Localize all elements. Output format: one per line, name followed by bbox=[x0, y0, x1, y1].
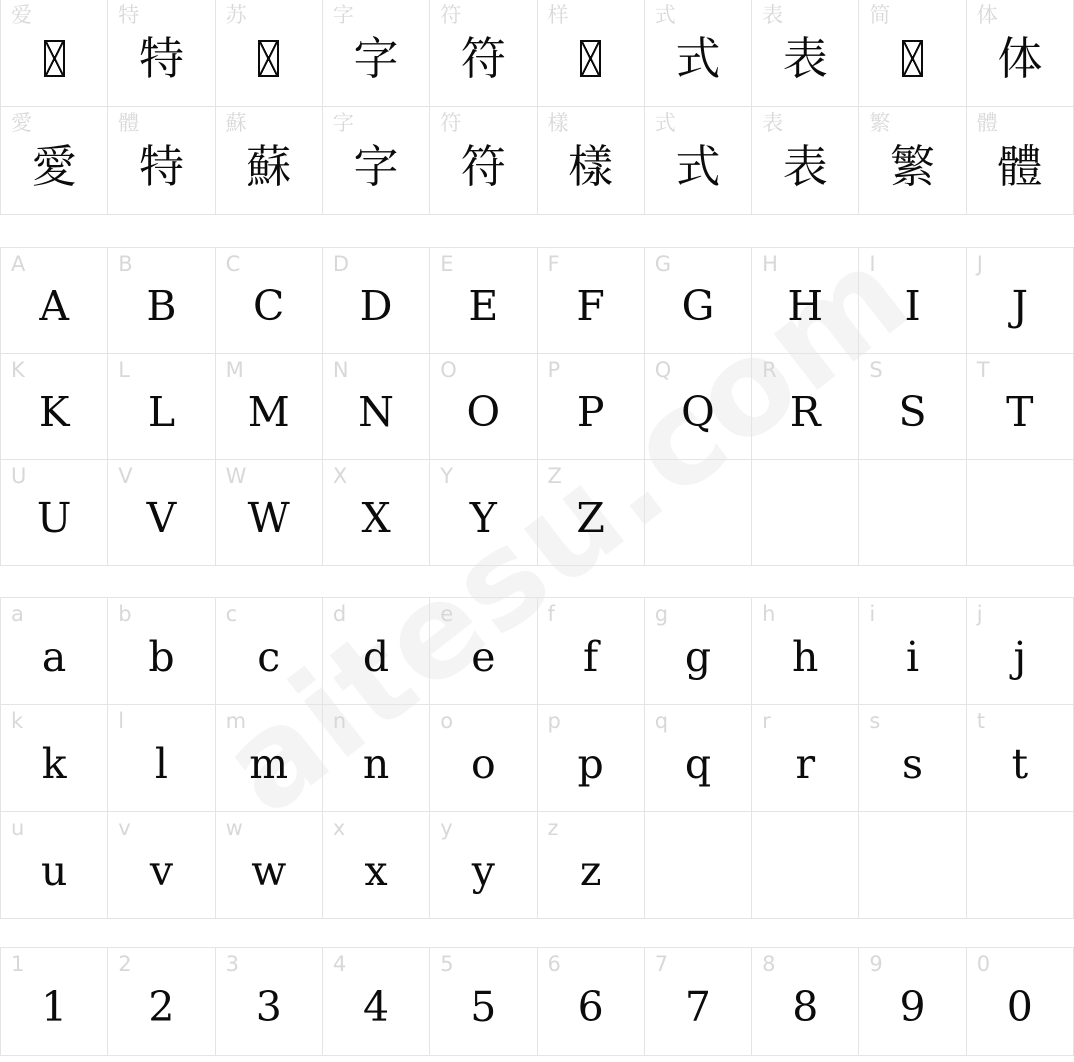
glyph-cell bbox=[859, 948, 966, 1056]
glyph-cell bbox=[645, 948, 752, 1056]
glyph-cell bbox=[323, 948, 430, 1056]
cell-glyph: i bbox=[905, 632, 920, 681]
glyph-cell bbox=[1, 0, 108, 107]
glyph-cell bbox=[430, 107, 537, 215]
glyph-cell bbox=[430, 948, 537, 1056]
cell-corner-label: 1 bbox=[11, 952, 25, 976]
glyph-cell bbox=[967, 598, 1074, 705]
cell-glyph: o bbox=[471, 739, 496, 788]
empty-cell bbox=[752, 812, 859, 919]
glyph-cell bbox=[538, 460, 645, 566]
glyph-cell bbox=[323, 107, 430, 215]
glyph-cell bbox=[752, 705, 859, 812]
cell-corner-label: 體 bbox=[976, 111, 998, 135]
glyph-cell bbox=[645, 705, 752, 812]
glyph-cell bbox=[430, 705, 537, 812]
cell-corner-label: P bbox=[547, 358, 561, 382]
empty-cell bbox=[967, 812, 1074, 919]
glyph-cell bbox=[538, 0, 645, 107]
empty-cell bbox=[967, 460, 1074, 566]
cell-glyph: b bbox=[148, 632, 175, 681]
glyph-cell bbox=[645, 598, 752, 705]
cell-corner-label: 字 bbox=[332, 111, 354, 135]
glyph-cell bbox=[108, 107, 215, 215]
cell-glyph: 符 bbox=[460, 140, 506, 193]
cell-glyph: 表 bbox=[782, 32, 828, 85]
cell-corner-label: j bbox=[976, 602, 983, 626]
cell-glyph: 8 bbox=[792, 983, 819, 1031]
glyph-cell bbox=[538, 812, 645, 919]
cell-glyph: l bbox=[154, 739, 168, 788]
cell-corner-label: 4 bbox=[332, 952, 347, 976]
cell-corner-label: l bbox=[118, 709, 125, 733]
cell-corner-label: E bbox=[440, 252, 454, 276]
cell-corner-label: H bbox=[762, 252, 778, 276]
cell-glyph: c bbox=[257, 632, 281, 681]
glyph-cell bbox=[430, 248, 537, 354]
cell-glyph: I bbox=[904, 282, 921, 330]
cell-glyph: M bbox=[247, 388, 290, 436]
cell-corner-label: c bbox=[225, 602, 238, 626]
missing-glyph-tofu-box bbox=[258, 40, 279, 77]
cell-corner-label: 字 bbox=[332, 3, 354, 27]
cell-glyph: 0 bbox=[1006, 983, 1033, 1031]
cell-glyph: x bbox=[364, 846, 388, 895]
cell-glyph: H bbox=[787, 282, 824, 330]
cell-corner-label: U bbox=[11, 464, 27, 488]
cell-corner-label: 式 bbox=[654, 111, 676, 135]
glyph-cell bbox=[752, 0, 859, 107]
cell-corner-label: O bbox=[440, 358, 457, 382]
cell-corner-label: t bbox=[976, 709, 985, 733]
cell-corner-label: I bbox=[869, 252, 876, 276]
missing-glyph-tofu-box bbox=[44, 40, 65, 77]
cell-glyph: C bbox=[253, 282, 285, 330]
cell-glyph: 符 bbox=[460, 32, 506, 85]
cell-corner-label: g bbox=[654, 602, 669, 626]
cell-glyph: d bbox=[362, 632, 390, 681]
cell-corner-label: C bbox=[225, 252, 241, 276]
glyph-cell bbox=[323, 460, 430, 566]
cell-glyph: 字 bbox=[353, 32, 399, 85]
glyph-cell bbox=[967, 354, 1074, 460]
cell-glyph: L bbox=[147, 388, 176, 436]
glyph-cell bbox=[430, 0, 537, 107]
cell-corner-label: G bbox=[654, 252, 672, 276]
cell-corner-label: M bbox=[225, 358, 244, 382]
cell-glyph: V bbox=[146, 494, 177, 542]
cell-corner-label: 简 bbox=[869, 3, 891, 27]
cell-glyph: r bbox=[795, 739, 816, 788]
empty-cell bbox=[859, 460, 966, 566]
glyph-cell bbox=[859, 598, 966, 705]
glyph-cell bbox=[108, 812, 215, 919]
cell-glyph: U bbox=[36, 494, 72, 542]
glyph-cell bbox=[859, 107, 966, 215]
cell-corner-label: F bbox=[547, 252, 560, 276]
glyph-cell bbox=[859, 0, 966, 107]
glyph-cell bbox=[108, 948, 215, 1056]
cell-corner-label: Q bbox=[654, 358, 672, 382]
cell-glyph: D bbox=[359, 282, 393, 330]
glyph-cell bbox=[323, 354, 430, 460]
glyph-cell bbox=[323, 0, 430, 107]
glyph-cell bbox=[323, 598, 430, 705]
glyph-cell bbox=[108, 460, 215, 566]
cell-glyph: t bbox=[1011, 739, 1029, 788]
cell-corner-label: D bbox=[332, 252, 350, 276]
glyph-cell bbox=[1, 460, 108, 566]
cell-glyph: h bbox=[792, 632, 819, 681]
uppercase-glyph-grid bbox=[0, 247, 1074, 566]
cell-glyph: s bbox=[902, 739, 924, 788]
cell-corner-label: 體 bbox=[118, 111, 140, 135]
cell-glyph: g bbox=[684, 632, 712, 681]
cell-corner-label: 爱 bbox=[11, 3, 32, 27]
cell-corner-label: m bbox=[225, 709, 247, 733]
cell-corner-label: 愛 bbox=[11, 111, 32, 135]
cell-glyph: Q bbox=[681, 388, 715, 436]
cell-corner-label: 表 bbox=[762, 111, 784, 135]
cell-glyph: f bbox=[583, 632, 599, 681]
cell-glyph: N bbox=[358, 388, 394, 436]
glyph-cell bbox=[538, 107, 645, 215]
cell-glyph: w bbox=[251, 846, 287, 895]
cell-glyph: G bbox=[681, 282, 715, 330]
glyph-cell bbox=[216, 0, 323, 107]
cell-glyph: u bbox=[40, 846, 68, 895]
cell-corner-label: 樣 bbox=[547, 111, 569, 135]
cell-glyph: E bbox=[468, 282, 499, 330]
glyph-cell bbox=[216, 705, 323, 812]
cell-glyph: y bbox=[471, 846, 495, 895]
cell-glyph: 体 bbox=[997, 32, 1043, 85]
cell-glyph: 式 bbox=[675, 32, 721, 85]
cell-glyph: X bbox=[361, 494, 391, 542]
cell-corner-label: b bbox=[118, 602, 132, 626]
glyph-cell bbox=[538, 948, 645, 1056]
glyph-cell bbox=[645, 354, 752, 460]
cell-glyph: 1 bbox=[41, 983, 68, 1031]
glyph-cell bbox=[538, 354, 645, 460]
glyph-cell bbox=[967, 948, 1074, 1056]
cell-corner-label: 6 bbox=[547, 952, 561, 976]
cell-corner-label: 苏 bbox=[225, 3, 247, 27]
glyph-cell bbox=[645, 0, 752, 107]
cell-glyph: T bbox=[1006, 388, 1034, 436]
cell-glyph: Z bbox=[576, 494, 605, 542]
glyph-cell bbox=[1, 248, 108, 354]
cell-glyph: A bbox=[39, 282, 69, 330]
cell-glyph: 4 bbox=[362, 983, 390, 1031]
cell-glyph: K bbox=[38, 388, 70, 436]
cell-glyph: 特 bbox=[138, 140, 184, 193]
cell-glyph: m bbox=[249, 739, 289, 788]
glyph-cell bbox=[430, 354, 537, 460]
glyph-cell bbox=[538, 248, 645, 354]
cell-glyph: v bbox=[149, 846, 174, 895]
glyph-cell bbox=[1, 354, 108, 460]
cell-glyph: k bbox=[41, 739, 67, 788]
cell-corner-label: A bbox=[11, 252, 26, 276]
glyph-cell bbox=[1, 948, 108, 1056]
missing-glyph-tofu-box bbox=[580, 40, 601, 77]
cell-corner-label: 7 bbox=[654, 952, 669, 976]
cell-corner-label: a bbox=[11, 602, 24, 626]
cell-corner-label: X bbox=[332, 464, 348, 488]
glyph-cell bbox=[216, 354, 323, 460]
cell-glyph: 蘇 bbox=[246, 140, 292, 193]
lowercase-glyph-grid bbox=[0, 597, 1074, 919]
missing-glyph-tofu-box bbox=[902, 40, 923, 77]
cell-corner-label: f bbox=[547, 602, 555, 626]
cell-corner-label: Y bbox=[440, 464, 454, 488]
glyph-cell bbox=[1, 705, 108, 812]
cell-corner-label: T bbox=[976, 358, 990, 382]
empty-cell bbox=[859, 812, 966, 919]
cell-corner-label: p bbox=[547, 709, 561, 733]
glyph-cell bbox=[752, 354, 859, 460]
cell-corner-label: W bbox=[225, 464, 247, 488]
glyph-cell bbox=[216, 248, 323, 354]
cell-corner-label: v bbox=[118, 816, 131, 840]
cell-corner-label: 0 bbox=[976, 952, 991, 976]
glyph-cell bbox=[1, 812, 108, 919]
cell-glyph: 愛 bbox=[31, 140, 77, 193]
glyph-cell bbox=[323, 248, 430, 354]
glyph-cell bbox=[216, 948, 323, 1056]
cell-glyph: 式 bbox=[675, 140, 721, 193]
cell-glyph: p bbox=[577, 739, 604, 788]
cell-corner-label: y bbox=[440, 816, 453, 840]
digits-glyph-grid bbox=[0, 947, 1074, 1056]
cell-corner-label: x bbox=[332, 816, 346, 840]
glyph-cell bbox=[430, 460, 537, 566]
cell-corner-label: o bbox=[440, 709, 454, 733]
cell-glyph: O bbox=[466, 388, 501, 436]
cell-glyph: 繁 bbox=[890, 140, 936, 193]
cell-glyph: j bbox=[1013, 632, 1027, 681]
cell-glyph: 6 bbox=[577, 983, 604, 1031]
cell-glyph: 表 bbox=[782, 140, 828, 193]
cell-corner-label: r bbox=[762, 709, 771, 733]
cell-corner-label: V bbox=[118, 464, 133, 488]
glyph-cell bbox=[645, 107, 752, 215]
cell-corner-label: 5 bbox=[440, 952, 454, 976]
cell-corner-label: 2 bbox=[118, 952, 132, 976]
cell-corner-label: d bbox=[332, 602, 347, 626]
empty-cell bbox=[645, 460, 752, 566]
cell-corner-label: n bbox=[332, 709, 347, 733]
glyph-cell bbox=[323, 705, 430, 812]
glyph-cell bbox=[538, 705, 645, 812]
cell-glyph: Y bbox=[469, 494, 497, 542]
cell-corner-label: 3 bbox=[225, 952, 239, 976]
cell-corner-label: 蘇 bbox=[225, 111, 247, 135]
cell-corner-label: w bbox=[225, 816, 243, 840]
glyph-cell bbox=[216, 460, 323, 566]
glyph-cell bbox=[1, 598, 108, 705]
cell-glyph: 3 bbox=[255, 983, 282, 1031]
cell-corner-label: k bbox=[11, 709, 24, 733]
glyph-cell bbox=[108, 0, 215, 107]
cell-glyph: 字 bbox=[353, 140, 399, 193]
cell-corner-label: Z bbox=[547, 464, 562, 488]
cell-glyph: F bbox=[576, 282, 605, 330]
cell-corner-label: J bbox=[976, 252, 983, 276]
cell-corner-label: 式 bbox=[654, 3, 676, 27]
glyph-cell bbox=[645, 248, 752, 354]
cell-corner-label: B bbox=[118, 252, 133, 276]
cell-glyph: z bbox=[579, 846, 602, 895]
cell-glyph: q bbox=[684, 739, 712, 788]
empty-cell bbox=[645, 812, 752, 919]
glyph-cell bbox=[538, 598, 645, 705]
cell-glyph: n bbox=[362, 739, 390, 788]
glyph-cell bbox=[430, 812, 537, 919]
cell-corner-label: i bbox=[869, 602, 876, 626]
cell-corner-label: 样 bbox=[547, 3, 569, 27]
cell-glyph: 9 bbox=[899, 983, 926, 1031]
glyph-cell bbox=[967, 248, 1074, 354]
cell-glyph: 樣 bbox=[568, 140, 614, 193]
cell-corner-label: L bbox=[118, 358, 130, 382]
glyph-cell bbox=[430, 598, 537, 705]
cell-corner-label: q bbox=[654, 709, 669, 733]
glyph-cell bbox=[967, 107, 1074, 215]
cell-corner-label: S bbox=[869, 358, 883, 382]
cell-glyph: 體 bbox=[997, 140, 1043, 193]
hanzi-glyph-grid bbox=[0, 0, 1074, 215]
cell-corner-label: u bbox=[11, 816, 25, 840]
cell-corner-label: K bbox=[11, 358, 25, 382]
cell-corner-label: z bbox=[547, 816, 559, 840]
cell-corner-label: 体 bbox=[976, 3, 998, 27]
glyph-cell bbox=[1, 107, 108, 215]
cell-corner-label: 表 bbox=[762, 3, 784, 27]
cell-corner-label: 8 bbox=[762, 952, 776, 976]
glyph-cell bbox=[216, 598, 323, 705]
glyph-cell bbox=[108, 598, 215, 705]
cell-glyph: e bbox=[471, 632, 496, 681]
glyph-cell bbox=[752, 948, 859, 1056]
cell-corner-label: 9 bbox=[869, 952, 883, 976]
glyph-cell bbox=[859, 248, 966, 354]
cell-glyph: B bbox=[146, 282, 177, 330]
cell-corner-label: 符 bbox=[440, 3, 462, 27]
cell-corner-label: h bbox=[762, 602, 776, 626]
cell-glyph: a bbox=[41, 632, 67, 681]
glyph-cell bbox=[216, 107, 323, 215]
empty-cell bbox=[752, 460, 859, 566]
glyph-cell bbox=[859, 354, 966, 460]
cell-corner-label: R bbox=[762, 358, 777, 382]
cell-glyph: R bbox=[789, 388, 821, 436]
cell-glyph: W bbox=[247, 494, 290, 542]
cell-glyph: 7 bbox=[684, 983, 711, 1031]
cell-glyph: 5 bbox=[470, 983, 497, 1031]
glyph-cell bbox=[216, 812, 323, 919]
cell-glyph: P bbox=[576, 388, 605, 436]
cell-corner-label: 特 bbox=[118, 3, 140, 27]
cell-corner-label: s bbox=[869, 709, 881, 733]
glyph-cell bbox=[752, 248, 859, 354]
glyph-cell bbox=[752, 598, 859, 705]
cell-glyph: J bbox=[1011, 282, 1029, 330]
glyph-cell bbox=[967, 705, 1074, 812]
cell-corner-label: N bbox=[332, 358, 349, 382]
cell-glyph: S bbox=[898, 388, 927, 436]
glyph-cell bbox=[108, 705, 215, 812]
cell-glyph: 特 bbox=[138, 32, 184, 85]
glyph-cell bbox=[859, 705, 966, 812]
cell-corner-label: e bbox=[440, 602, 454, 626]
glyph-cell bbox=[752, 107, 859, 215]
cell-corner-label: 繁 bbox=[869, 111, 891, 135]
cell-glyph: 2 bbox=[148, 983, 175, 1031]
glyph-cell bbox=[108, 248, 215, 354]
glyph-cell bbox=[108, 354, 215, 460]
cell-corner-label: 符 bbox=[440, 111, 462, 135]
glyph-cell bbox=[323, 812, 430, 919]
glyph-cell bbox=[967, 0, 1074, 107]
